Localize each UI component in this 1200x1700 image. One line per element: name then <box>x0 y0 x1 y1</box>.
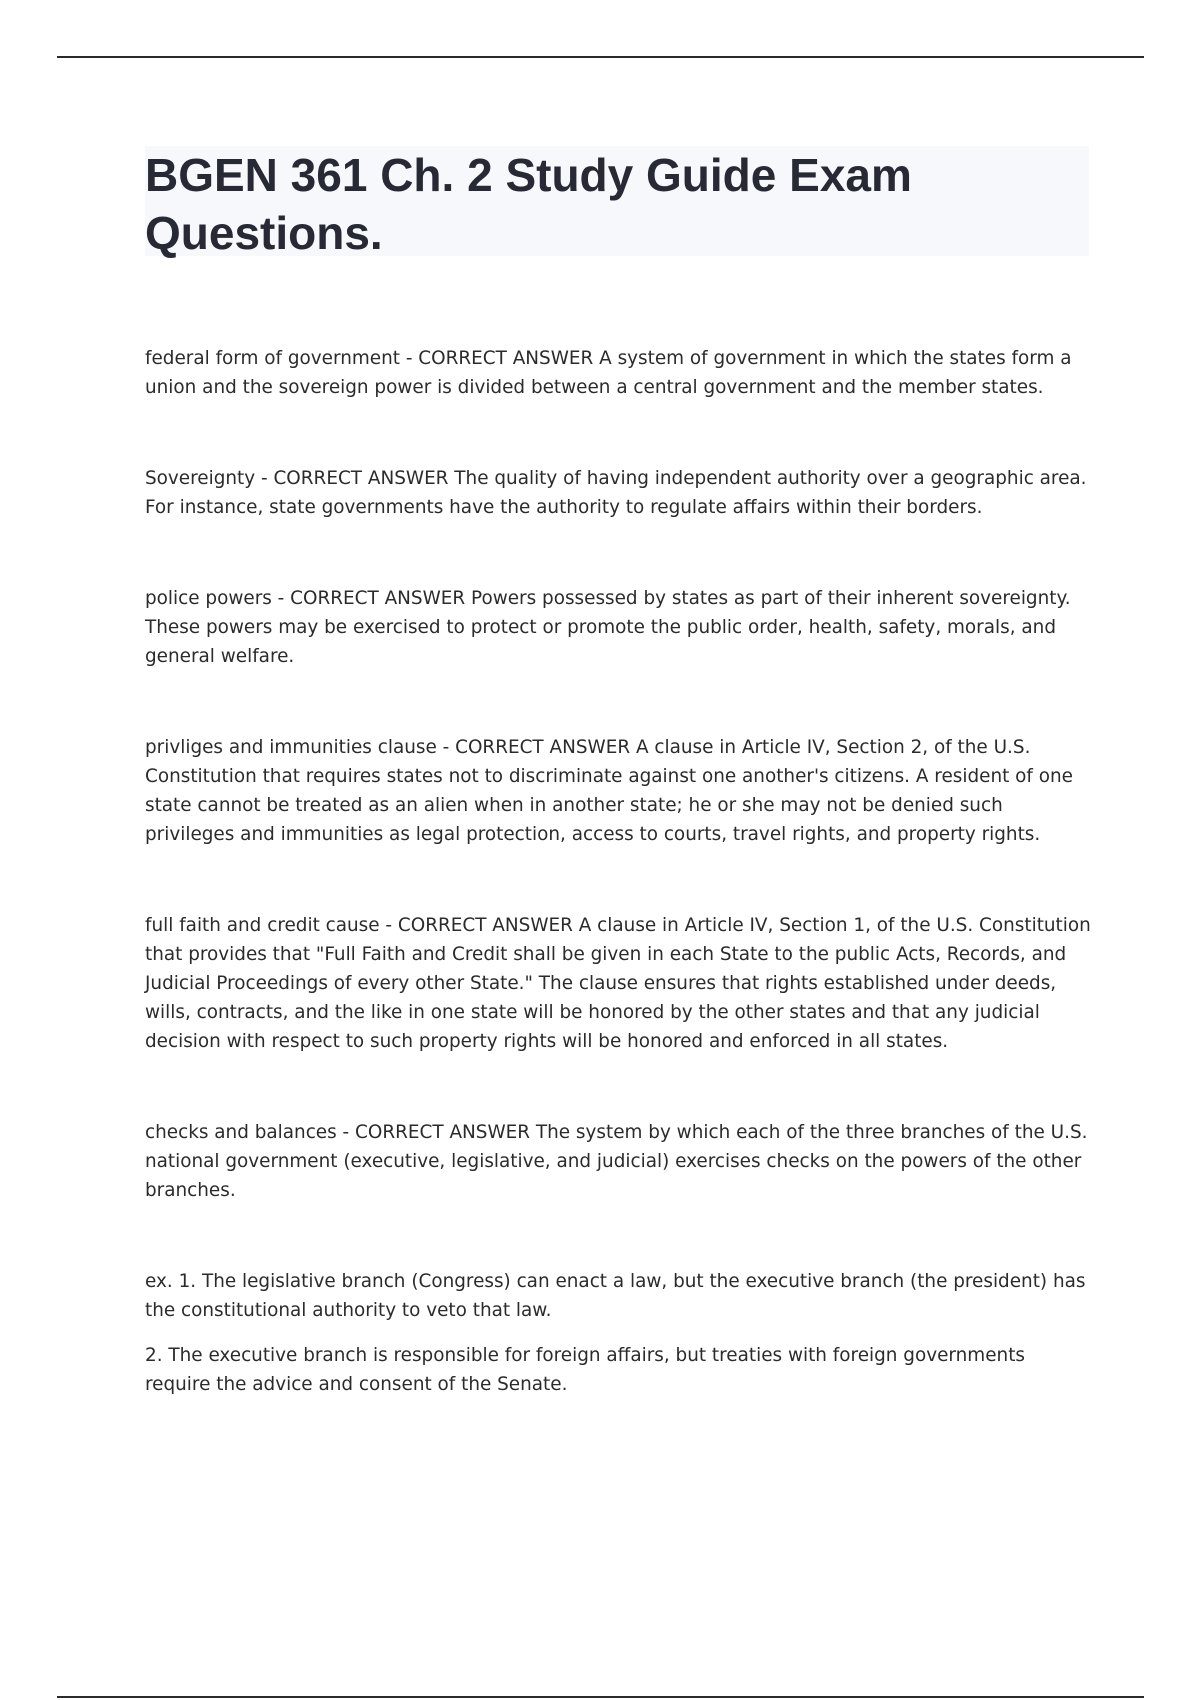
qa-entry-federal-form: federal form of government - CORRECT ANSWER A system of government in which the states form a union and the sovereign power is divided between a central government and the member states. <box>145 348 1072 398</box>
title-banner <box>145 146 1089 259</box>
study-guide-body <box>145 344 1095 1415</box>
qa-entry-sovereignty: Sovereignty - CORRECT ANSWER The quality of having independent authority over a geographic area. For instance, state governments have the authority to regulate affairs within their borders. <box>145 468 1087 518</box>
example-item-2: 2. The executive branch is responsible for foreign affairs, but treaties with foreign governments require the advice and consent of the Senate. <box>145 1345 1025 1395</box>
qa-entry-full-faith-credit: full faith and credit cause - CORRECT ANSWER A clause in Article IV, Section 1, of the U.S. Constitution that provides that "Full Faith and Credit shall be given in each State to the public Acts, Records, and Judicial Proceedings of every other State." The clause ensures that rights established under deeds, wills, contracts, and the like in one state will be honored by the other states and that any judicial decision with respect to such property rights will be honored and enforced in all states. <box>145 915 1091 1052</box>
bottom-rule <box>57 1696 1144 1698</box>
qa-entry-police-powers: police powers - CORRECT ANSWER Powers possessed by states as part of their inherent sovereignty. These powers may be exercised to protect or promote the public order, health, safety, morals, and general welfare. <box>145 588 1071 667</box>
qa-entry-privileges-immunities: privliges and immunities clause - CORRECT ANSWER A clause in Article IV, Section 2, of the U.S. Constitution that requires states not to discriminate against one another's citizens. A resident of one state cannot be treated as an alien when in another state; he or she may not be denied such privileges and immunities as legal protection, access to courts, travel rights, and property rights. <box>145 737 1073 845</box>
qa-entry-checks-balances: checks and balances - CORRECT ANSWER The system by which each of the three branches of the U.S. national government (executive, legislative, and judicial) exercises checks on the powers of the other branches. <box>145 1122 1088 1201</box>
example-item-1: ex. 1. The legislative branch (Congress) can enact a law, but the executive branch (the president) has the constitutional authority to veto that law. <box>145 1271 1086 1321</box>
page-title: BGEN 361 Ch. 2 Study Guide Exam Questions. <box>145 149 912 259</box>
top-rule <box>57 56 1144 58</box>
